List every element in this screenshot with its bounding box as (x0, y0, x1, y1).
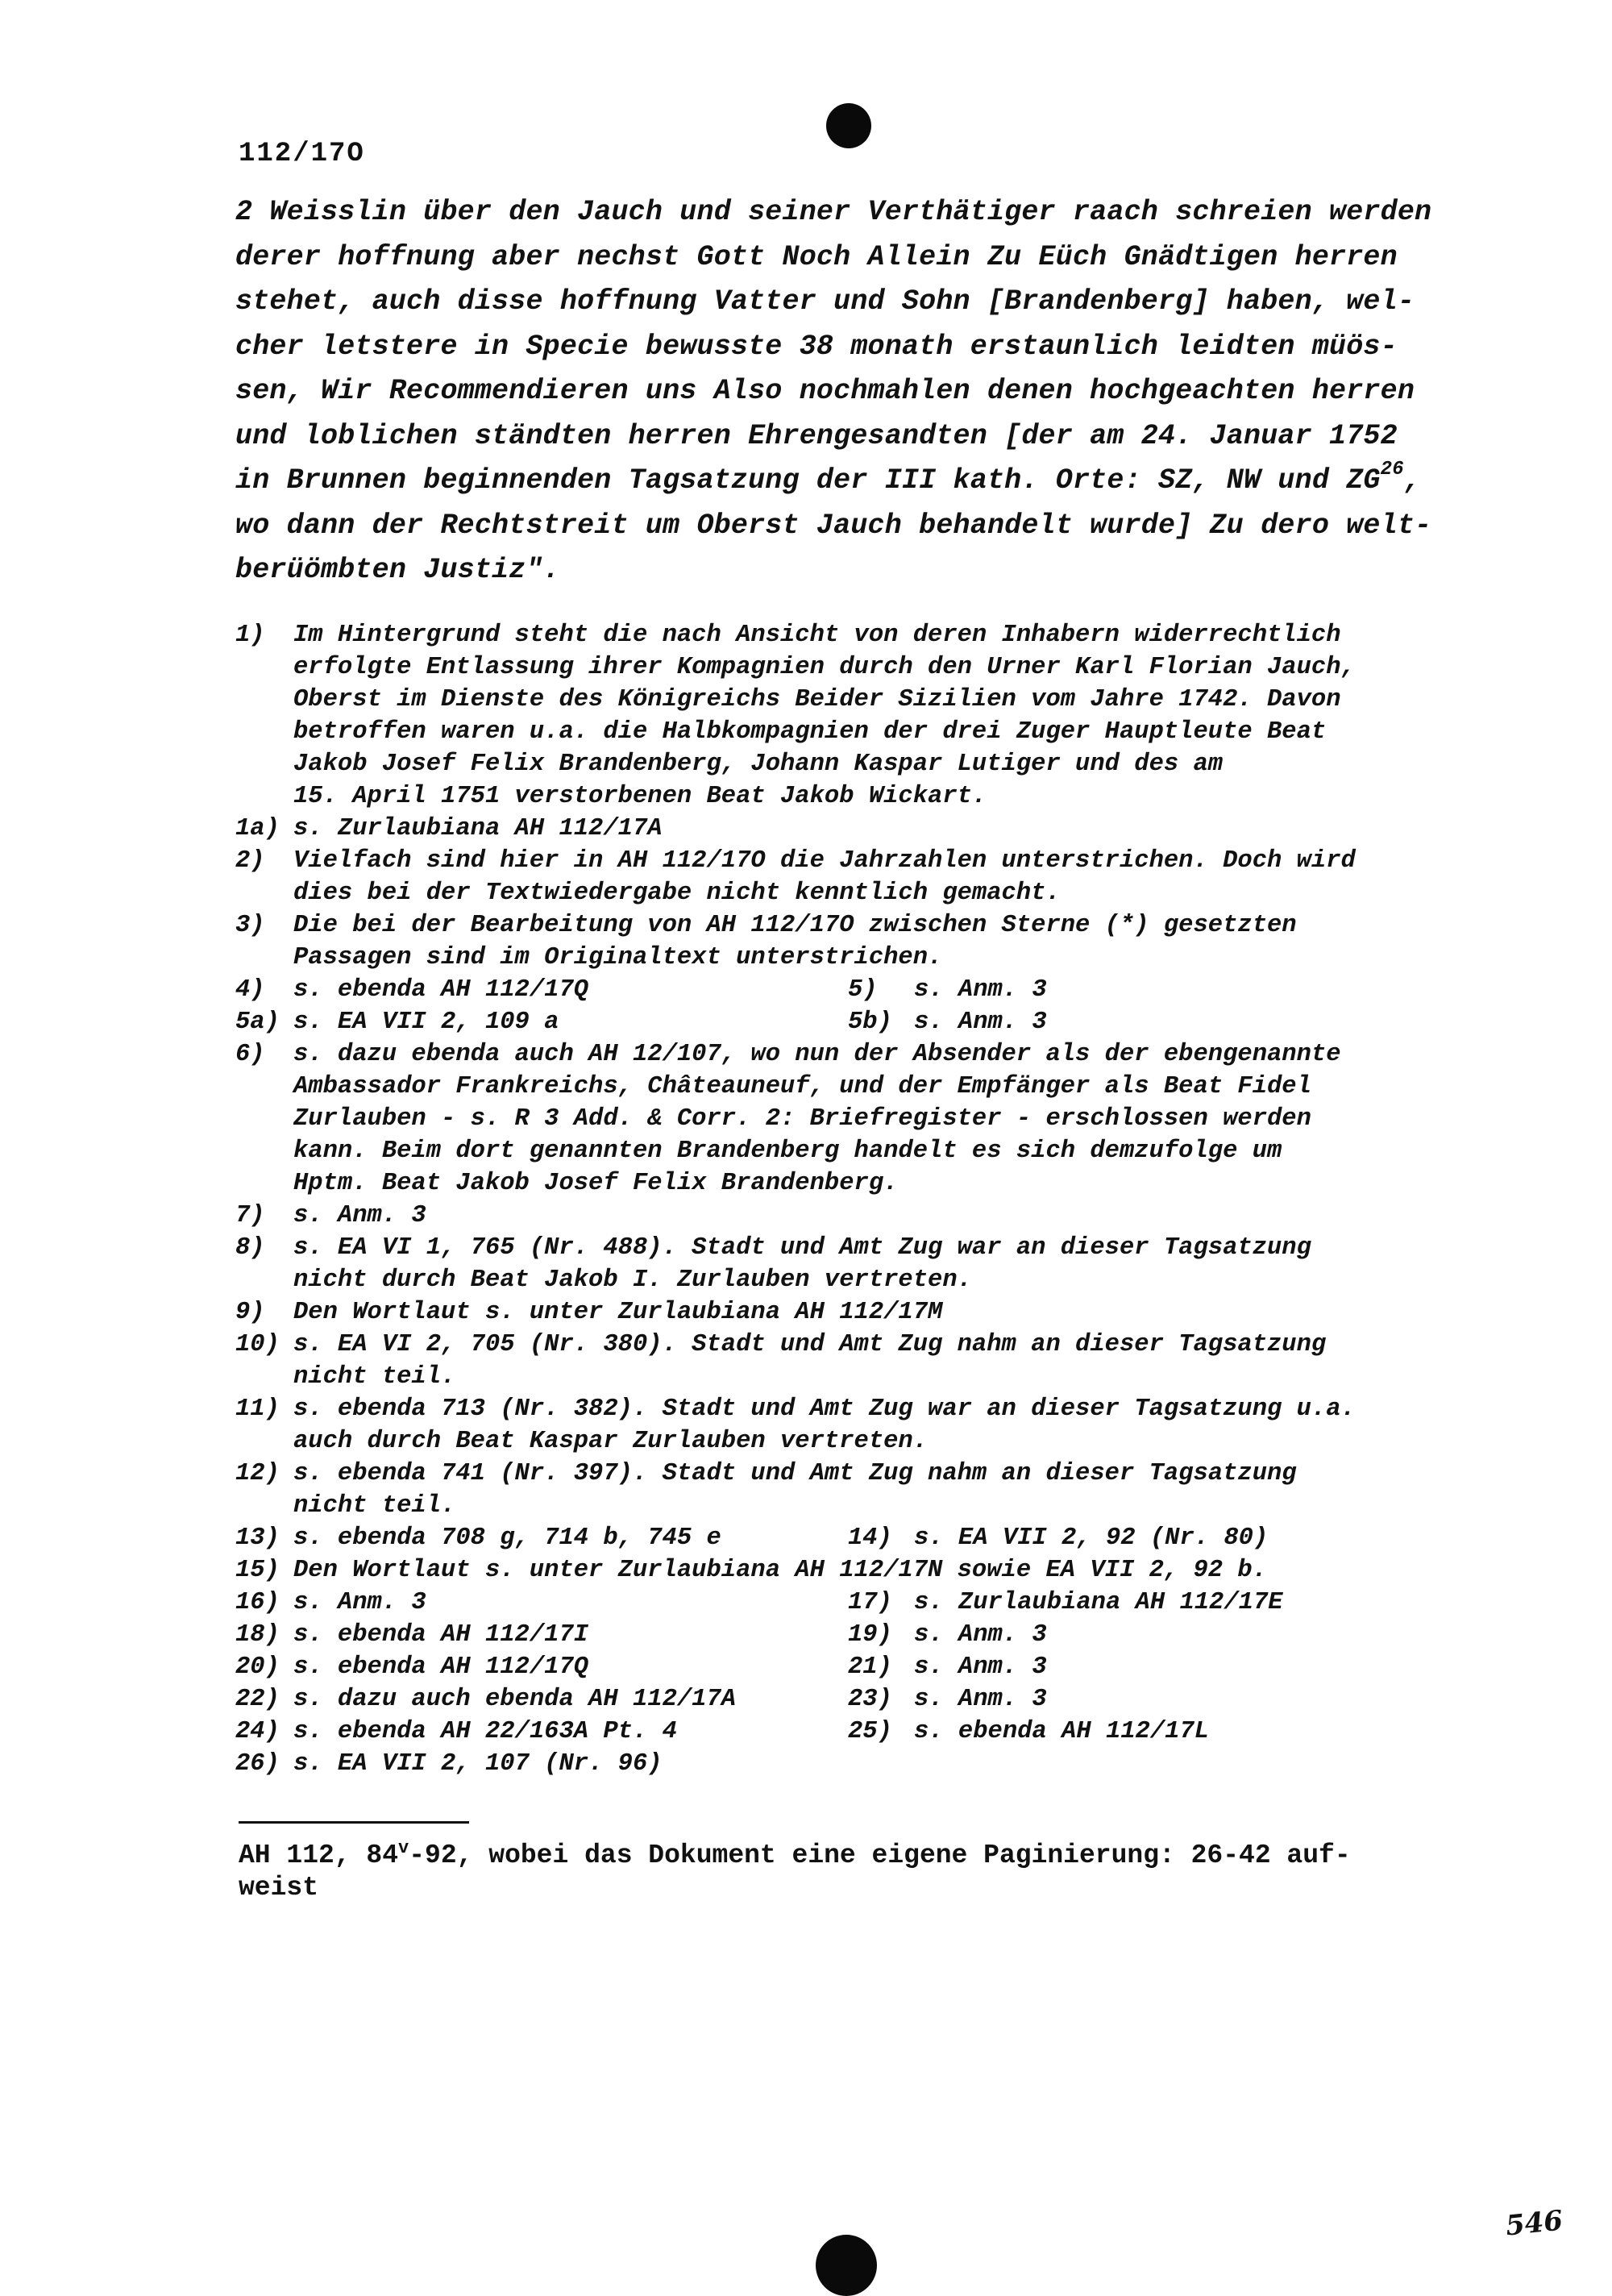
footnote-10 (235, 1329, 1493, 1393)
footnote-text: s. EA VII 2, 109 a (293, 1009, 559, 1036)
footnote-number: 6) (235, 1041, 265, 1068)
footnote-21 (848, 1651, 1460, 1683)
footnotes (235, 619, 1493, 1780)
footnote-number: 5) (848, 976, 878, 1004)
footnote-7 (235, 1200, 1493, 1232)
footnote-line: dies bei der Textwiedergabe nicht kenntlich gemacht. (293, 880, 1061, 907)
footnote-line: Oberst im Dienste des Königreichs Beider Sizilien vom Jahre 1742. Davon (293, 686, 1341, 713)
footnote-text: s. Anm. 3 (914, 1621, 1047, 1649)
main-text-line-7-tail: , (1403, 464, 1422, 497)
footnote-text: s. ebenda AH 112/17L (914, 1718, 1210, 1745)
footnote-number: 24) (235, 1718, 280, 1745)
footnote-pair (235, 974, 1493, 1006)
footnote-text: Den Wortlaut s. unter Zurlaubiana AH 112/17N sowie EA VII 2, 92 b. (293, 1557, 1267, 1584)
footnote-number: 4) (235, 976, 265, 1004)
footnote-pair (235, 1716, 1493, 1748)
footnote-number: 17) (848, 1589, 892, 1616)
footnote-text: s. Zurlaubiana AH 112/17E (914, 1589, 1283, 1616)
footnote-number: 23) (848, 1686, 892, 1713)
footnote-24 (235, 1716, 848, 1748)
footnote-number: 19) (848, 1621, 892, 1649)
footnote-number: 12) (235, 1460, 280, 1487)
footnote-13 (235, 1522, 848, 1554)
footnote-2 (235, 845, 1493, 909)
main-text-line: und loblichen ständten herren Ehrengesandten [der am 24. Januar 1752 (235, 419, 1398, 452)
footnote-number: 7) (235, 1202, 265, 1229)
footnote-number: 10) (235, 1331, 280, 1358)
footnote-text: s. EA VII 2, 107 (Nr. 96) (293, 1750, 663, 1778)
footnote-14 (848, 1522, 1460, 1554)
footnote-3 (235, 909, 1493, 974)
footnote-text: s. Anm. 3 (914, 1009, 1047, 1036)
footnote-12 (235, 1458, 1493, 1522)
footnote-17 (848, 1587, 1460, 1619)
footnote-number: 16) (235, 1589, 280, 1616)
footnote-20 (235, 1651, 848, 1683)
main-text-line (235, 459, 1477, 504)
footnote-text: s. ebenda AH 112/17Q (293, 976, 589, 1004)
source-prefix: AH 112, 84 (239, 1841, 399, 1870)
source-verso-mark: v (398, 1838, 409, 1858)
punch-hole-top (826, 103, 871, 148)
footnote-number: 5b) (848, 1009, 892, 1036)
footnote-line: erfolgte Entlassung ihrer Kompagnien durch den Urner Karl Florian Jauch, (293, 654, 1356, 681)
footnote-1 (235, 619, 1493, 813)
footnote-25 (848, 1716, 1460, 1748)
main-text-line: berüömbten Justiz". (235, 554, 560, 586)
footnote-11 (235, 1393, 1493, 1458)
footnote-pair (235, 1006, 1493, 1038)
main-text-line-7: in Brunnen beginnenden Tagsatzung der III kath. Orte: SZ, NW und ZG (235, 464, 1381, 497)
footnote-line: Im Hintergrund steht die nach Ansicht von deren Inhabern widerrechtlich (293, 622, 1341, 649)
footnote-number: 11) (235, 1395, 280, 1423)
footnote-line: betroffen waren u.a. die Halbkompagnien der drei Zuger Hauptleute Beat (293, 718, 1327, 746)
footnote-9 (235, 1296, 1493, 1329)
footnote-text: s. ebenda AH 22/163A Pt. 4 (293, 1718, 677, 1745)
footnote-26 (235, 1748, 1493, 1780)
footnote-5 (848, 974, 1460, 1006)
source-line: weist (239, 1873, 319, 1903)
footnote-8 (235, 1232, 1493, 1296)
footnote-line: s. ebenda 741 (Nr. 397). Stadt und Amt Zug nahm an dieser Tagsatzung (293, 1460, 1297, 1487)
main-text-line: sen, Wir Recommendieren uns Also nochmahlen denen hochgeachten herren (235, 375, 1415, 407)
main-text-line: wo dann der Rechtstreit um Oberst Jauch behandelt wurde] Zu dero welt- (235, 509, 1432, 542)
footnote-5a (235, 1006, 848, 1038)
footnote-line: Vielfach sind hier in AH 112/17O die Jahrzahlen unterstrichen. Doch wird (293, 847, 1356, 875)
footnote-15 (235, 1554, 1493, 1587)
footnote-pair (235, 1587, 1493, 1619)
footnote-pair (235, 1683, 1493, 1716)
main-text-line: derer hoffnung aber nechst Gott Noch Allein Zu Eüch Gnädtigen herren (235, 240, 1398, 273)
source-note (239, 1840, 1480, 1904)
footnote-pair (235, 1651, 1493, 1683)
footnote-number: 20) (235, 1653, 280, 1681)
footnote-number: 9) (235, 1299, 265, 1326)
source-line (239, 1840, 1480, 1872)
footnote-text: s. Anm. 3 (914, 976, 1047, 1004)
main-text-line: stehet, auch disse hoffnung Vatter und Sohn [Brandenberg] haben, wel- (235, 285, 1415, 318)
footnote-line: s. ebenda 713 (Nr. 382). Stadt und Amt Zug war an dieser Tagsatzung u.a. (293, 1395, 1356, 1423)
footnote-18 (235, 1619, 848, 1651)
footnote-text: Den Wortlaut s. unter Zurlaubiana AH 112/17M (293, 1299, 943, 1326)
footnote-line: Jakob Josef Felix Brandenberg, Johann Kaspar Lutiger und des am (293, 751, 1224, 778)
footnote-23 (848, 1683, 1460, 1716)
footnote-line: 15. April 1751 verstorbenen Beat Jakob Wickart. (293, 783, 987, 810)
footnote-number: 3) (235, 912, 265, 939)
footnote-19 (848, 1619, 1460, 1651)
footnote-22 (235, 1683, 848, 1716)
footnote-text: s. Zurlaubiana AH 112/17A (293, 815, 663, 842)
footnote-4 (235, 974, 848, 1006)
footnote-line: nicht teil. (293, 1492, 456, 1520)
footnote-text: s. ebenda AH 112/17I (293, 1621, 589, 1649)
footnote-line: kann. Beim dort genannten Brandenberg handelt es sich demzufolge um (293, 1138, 1282, 1165)
footnote-6 (235, 1038, 1493, 1200)
footnote-text: s. Anm. 3 (293, 1589, 426, 1616)
footnote-line: Ambassador Frankreichs, Châteauneuf, und der Empfänger als Beat Fidel (293, 1073, 1311, 1100)
footnote-number: 8) (235, 1234, 265, 1262)
footnote-text: s. ebenda AH 112/17Q (293, 1653, 589, 1681)
footnote-text: s. EA VII 2, 92 (Nr. 80) (914, 1524, 1269, 1552)
main-text (235, 190, 1477, 593)
footnote-number: 18) (235, 1621, 280, 1649)
page-id: 112/17O (239, 139, 365, 169)
footnote-line: s. EA VI 1, 765 (Nr. 488). Stadt und Amt Zug war an dieser Tagsatzung (293, 1234, 1311, 1262)
footnote-number: 15) (235, 1557, 280, 1584)
footnote-number: 5a) (235, 1009, 280, 1036)
footnote-line: s. dazu ebenda auch AH 12/107, wo nun der Absender als der ebengenannte (293, 1041, 1341, 1068)
main-text-line: 2 Weisslin über den Jauch und seiner Verthätiger raach schreien werden (235, 196, 1432, 228)
footnote-1a (235, 813, 1493, 845)
footnote-number: 25) (848, 1718, 892, 1745)
footnote-text: s. Anm. 3 (293, 1202, 426, 1229)
footnote-line: auch durch Beat Kaspar Zurlauben vertreten. (293, 1428, 929, 1455)
footnote-line: Passagen sind im Originaltext unterstrichen. (293, 944, 943, 971)
footnote-text: s. ebenda 708 g, 714 b, 745 e (293, 1524, 721, 1552)
footnote-divider (239, 1821, 469, 1824)
footnote-number: 22) (235, 1686, 280, 1713)
footnote-line: Zurlauben - s. R 3 Add. & Corr. 2: Briefregister - erschlossen werden (293, 1105, 1311, 1133)
footnote-ref-26: 26 (1380, 459, 1404, 481)
footnote-number: 13) (235, 1524, 280, 1552)
footnote-line: s. EA VI 2, 705 (Nr. 380). Stadt und Amt Zug nahm an dieser Tagsatzung (293, 1331, 1327, 1358)
footnote-line: nicht teil. (293, 1363, 456, 1391)
footnote-number: 1a) (235, 815, 280, 842)
footnote-pair (235, 1522, 1493, 1554)
punch-hole-bottom (816, 2235, 877, 2296)
footnote-text: s. dazu auch ebenda AH 112/17A (293, 1686, 737, 1713)
footnote-pair (235, 1619, 1493, 1651)
footnote-number: 26) (235, 1750, 280, 1778)
main-text-line: cher letstere in Specie bewusste 38 monath erstaunlich leidten müös- (235, 330, 1398, 363)
footnote-number: 21) (848, 1653, 892, 1681)
footnote-text: s. Anm. 3 (914, 1686, 1047, 1713)
footnote-number: 2) (235, 847, 265, 875)
footnote-line: Hptm. Beat Jakob Josef Felix Brandenberg. (293, 1170, 899, 1197)
footnote-16 (235, 1587, 848, 1619)
handwritten-page-number: 546 (1504, 2204, 1564, 2243)
footnote-line: Die bei der Bearbeitung von AH 112/17O zwischen Sterne (*) gesetzten (293, 912, 1297, 939)
source-rest: -92, wobei das Dokument eine eigene Paginierung: 26-42 auf- (409, 1841, 1351, 1870)
footnote-text: s. Anm. 3 (914, 1653, 1047, 1681)
footnote-line: nicht durch Beat Jakob I. Zurlauben vertreten. (293, 1267, 972, 1294)
footnote-number: 14) (848, 1524, 892, 1552)
footnote-5b (848, 1006, 1460, 1038)
footnote-number: 1) (235, 622, 265, 649)
